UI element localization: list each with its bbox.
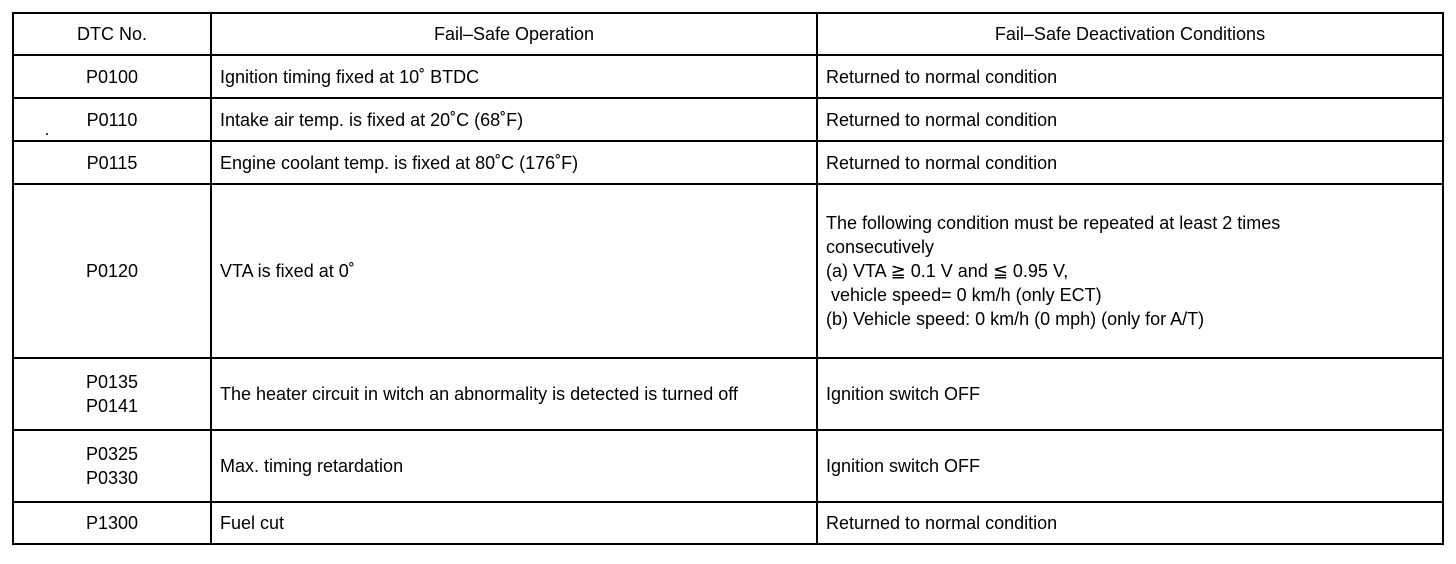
- dtc-code: P0100: [85, 66, 139, 87]
- table-row: [13, 98, 1443, 141]
- header-fail-safe-deactivation: Fail–Safe Deactivation Conditions: [817, 13, 1443, 55]
- condition-cell: [817, 55, 1443, 98]
- fail-safe-table: [12, 12, 1444, 545]
- operation-cell: The heater circuit in witch an abnormality is detected is turned off: [211, 358, 817, 430]
- condition-cell: [817, 358, 1443, 430]
- condition-line: Returned to normal condition: [826, 152, 1058, 173]
- dtc-code: P0115: [86, 152, 138, 173]
- dtc-code: P0325: [85, 444, 139, 464]
- table-row: [13, 430, 1443, 502]
- condition-cell: [817, 430, 1443, 502]
- condition-cell: [817, 141, 1443, 184]
- condition-line: Returned to normal condition: [826, 513, 1058, 533]
- dtc-code-cell: [13, 55, 211, 98]
- condition-cell: [817, 502, 1443, 544]
- condition-line: (b) Vehicle speed: 0 km/h (0 mph) (only for A/T): [826, 309, 1205, 329]
- condition-line: Returned to normal condition: [826, 109, 1058, 130]
- header-fail-safe-operation: Fail–Safe Operation: [211, 13, 817, 55]
- table-row: [13, 358, 1443, 430]
- dtc-code-cell: [13, 141, 211, 184]
- dtc-code: P1300: [85, 513, 139, 533]
- condition-line: Ignition switch OFF: [826, 384, 981, 404]
- table-row: [13, 184, 1443, 358]
- dtc-code-cell: [13, 430, 211, 502]
- operation-cell: VTA is fixed at 0˚: [211, 184, 817, 358]
- table-row: [13, 55, 1443, 98]
- condition-line: consecutively: [826, 237, 935, 257]
- scan-speck: [46, 133, 48, 135]
- dtc-code: P0120: [85, 261, 139, 281]
- condition-line: Ignition switch OFF: [826, 456, 981, 476]
- dtc-code-cell: [13, 358, 211, 430]
- dtc-code: P0135: [85, 372, 139, 392]
- dtc-code: P0110: [86, 109, 138, 130]
- operation-cell: Max. timing retardation: [211, 430, 817, 502]
- condition-line: Returned to normal condition: [826, 66, 1058, 87]
- condition-cell: [817, 184, 1443, 358]
- document-frame: [12, 12, 1444, 562]
- header-dtc-no: DTC No.: [13, 13, 211, 55]
- dtc-code-cell: [13, 98, 211, 141]
- operation-cell: Intake air temp. is fixed at 20˚C (68˚F): [211, 98, 817, 141]
- dtc-code: P0330: [85, 468, 139, 488]
- table-row: [13, 502, 1443, 544]
- condition-line: The following condition must be repeated at least 2 times: [826, 213, 1281, 233]
- operation-cell: Ignition timing fixed at 10˚ BTDC: [211, 55, 817, 98]
- table-header-row: [13, 13, 1443, 55]
- condition-line: vehicle speed= 0 km/h (only ECT): [826, 285, 1102, 305]
- operation-cell: Fuel cut: [211, 502, 817, 544]
- condition-line: (a) VTA ≧ 0.1 V and ≦ 0.95 V,: [826, 261, 1069, 281]
- dtc-code: P0141: [85, 396, 139, 416]
- dtc-code-cell: [13, 502, 211, 544]
- operation-cell: Engine coolant temp. is fixed at 80˚C (176˚F): [211, 141, 817, 184]
- dtc-code-cell: [13, 184, 211, 358]
- condition-cell: [817, 98, 1443, 141]
- table-row: [13, 141, 1443, 184]
